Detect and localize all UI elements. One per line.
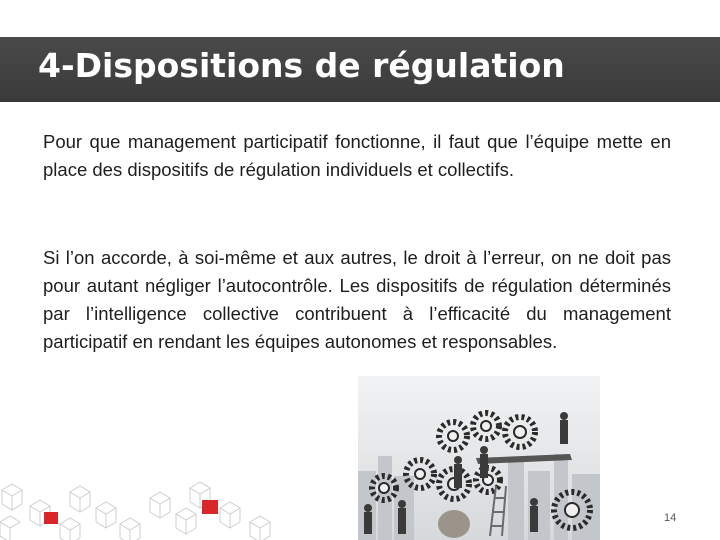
page-number: 14 xyxy=(664,512,677,524)
paragraph-2: Si l’on accorde, à soi-même et aux autres, le droit à l’erreur, on ne doit pas pour autant négliger l’autocontrôle. Les dispositifs de régulation déterminés par l’intelligence collective contribuent à l’efficacité du management participatif en rendant les équipes autonomes et responsables. xyxy=(43,247,671,352)
slide-title: 4-Dispositions de régulation xyxy=(38,46,565,85)
paragraph-1: Pour que management participatif fonctionne, il faut que l’équipe mette en place des dispositifs de régulation individuels et collectifs. xyxy=(43,131,671,180)
decorative-cubes xyxy=(0,478,330,540)
people-with-gears-image xyxy=(358,376,600,540)
